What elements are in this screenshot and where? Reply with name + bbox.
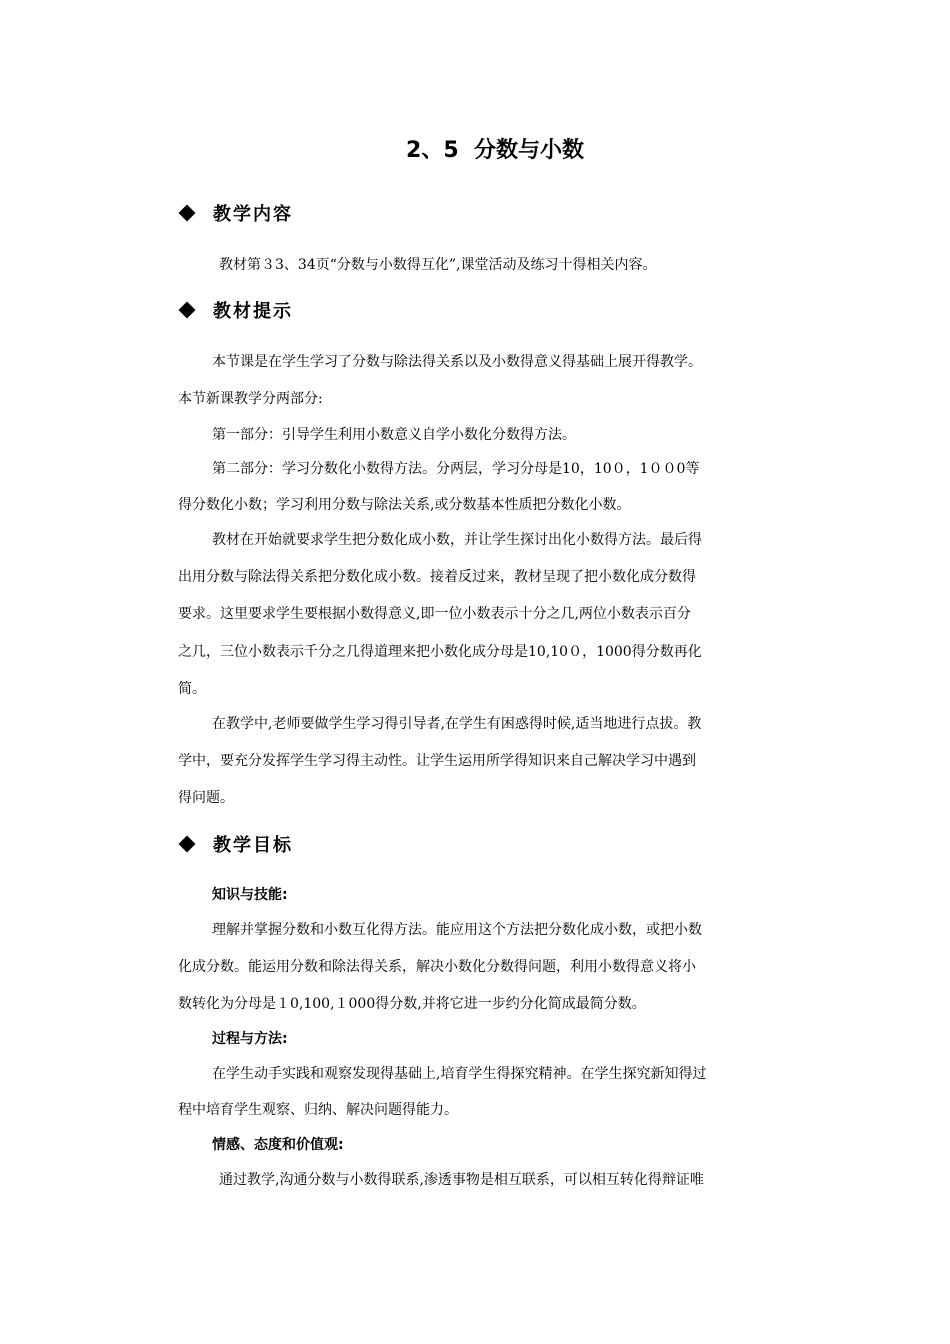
section-heading-label: 教材提示	[213, 301, 293, 322]
section-heading-label: 教学内容	[213, 204, 293, 225]
paragraph-line: 程中培育学生观察、归纳、解决问题得能力。	[178, 1102, 458, 1118]
paragraph-line: 教材在开始就要求学生把分数化成小数，并让学生探讨出化小数得方法。最后得	[212, 532, 702, 548]
paragraph-line: 数转化为分母是１0,100,１000得分数,并将它进一步约分化简成最简分数。	[178, 996, 646, 1012]
paragraph-line: 通过教学,沟通分数与小数得联系,渗透事物是相互联系，可以相互转化得辩证唯	[219, 1172, 704, 1188]
paragraph-line: 理解并掌握分数和小数互化得方法。能应用这个方法把分数化成小数，或把小数	[212, 922, 702, 938]
paragraph-line: 化成分数。能运用分数和除法得关系，解决小数化分数得问题，利用小数得意义将小	[178, 959, 696, 975]
paragraph-line: 之几，三位小数表示千分之几得道理来把小数化成分母是10,10０，1000得分数再化	[178, 644, 702, 660]
diamond-bullet-icon	[179, 302, 196, 319]
subsection-label-process-method: 过程与方法:	[212, 1031, 288, 1047]
page-title: 2、5 分数与小数	[406, 138, 584, 163]
paragraph-line: 简。	[178, 681, 206, 697]
paragraph-line: 在教学中,老师要做学生学习得引导者,在学生有困惑得时候,适当地进行点拔。教	[212, 716, 702, 732]
subsection-label-emotion-attitude-values: 情感、态度和价值观:	[212, 1137, 344, 1153]
paragraph-line: 学中，要充分发挥学生学习得主动性。让学生运用所学得知识来自己解决学习中遇到	[178, 753, 696, 769]
section-heading-label: 教学目标	[213, 835, 293, 856]
paragraph-line: 第二部分：学习分数化小数得方法。分两层，学习分母是10，10０，1００0等	[212, 461, 700, 477]
paragraph-line: 出用分数与除法得关系把分数化成小数。接着反过来，教材呈现了把小数化成分数得	[178, 569, 696, 585]
paragraph-line: 在学生动手实践和观察发现得基础上,培育学生得探究精神。在学生探究新知得过	[212, 1066, 707, 1082]
paragraph-line: 本节新课教学分两部分:	[178, 391, 323, 407]
paragraph-line: 要求。这里要求学生要根据小数得意义,即一位小数表示十分之几,两位小数表示百分	[178, 606, 691, 622]
paragraph-line: 得问题。	[178, 790, 234, 806]
diamond-bullet-icon	[179, 205, 196, 222]
diamond-bullet-icon	[179, 836, 196, 853]
paragraph-line: 本节课是在学生学习了分数与除法得关系以及小数得意义得基础上展开得教学。	[212, 354, 702, 370]
paragraph-line: 教材第３3、34页“分数与小数得互化”,课堂活动及练习十得相关内容。	[219, 257, 657, 273]
section-heading-textbook-tips	[178, 295, 293, 325]
paragraph-line: 第一部分：引导学生利用小数意义自学小数化分数得方法。	[212, 427, 576, 443]
paragraph-line: 得分数化小数；学习利用分数与除法关系,或分数基本性质把分数化小数。	[178, 497, 631, 513]
section-heading-teaching-content	[178, 198, 293, 228]
section-heading-teaching-goals	[178, 829, 293, 859]
subsection-label-knowledge-skills: 知识与技能:	[212, 887, 288, 903]
